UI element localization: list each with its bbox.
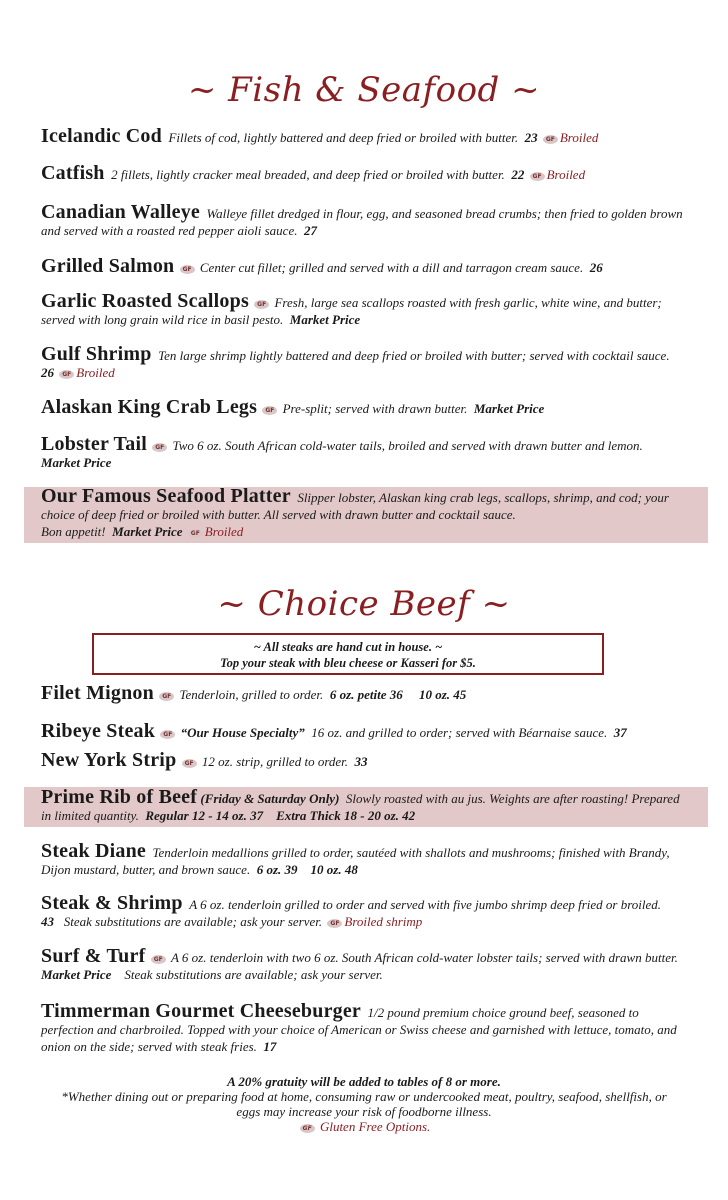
item-price: 22 (511, 167, 525, 182)
item-desc-closing: Bon appetit! (41, 524, 106, 539)
menu-item-lobster-tail (41, 433, 686, 471)
item-name: New York Strip (41, 749, 177, 771)
item-name: Filet Mignon (41, 682, 154, 704)
gluten-free-icon: GF (254, 300, 269, 309)
item-name: Alaskan King Crab Legs (41, 396, 258, 418)
item-tag: (Friday & Saturday Only) (200, 791, 340, 806)
menu-item-grilled-salmon (41, 255, 686, 277)
item-price: Market Price (41, 455, 112, 470)
item-name: Our Famous Seafood Platter (41, 485, 291, 507)
menu-item-gulf-shrimp (41, 343, 686, 381)
item-name: Ribeye Steak (41, 720, 156, 742)
item-option: 6 oz. petite 36 (329, 687, 403, 702)
item-desc: 12 oz. strip, grilled to order. (201, 754, 349, 769)
item-substitution: Steak substitutions are available; ask your server. (124, 967, 383, 982)
item-desc: 1/2 pound premium choice ground beef, seasoned to perfection and charbroiled. Topped with your choice of American or Swiss cheese and garnished with lettuce, tomato, and onion on the side; served with steak fries. (41, 1005, 677, 1054)
gluten-free-icon: GF (180, 265, 195, 274)
menu-item-canadian-walleye (41, 201, 686, 239)
menu-item-surf-and-turf (41, 945, 686, 983)
item-price: 26 (589, 260, 603, 275)
gluten-free-icon: GF (152, 443, 167, 452)
gf-legend: Gluten Free Options. (319, 1119, 431, 1134)
item-price: 17 (263, 1039, 277, 1054)
menu-footer (60, 1074, 668, 1134)
menu-item-new-york-strip (41, 749, 686, 771)
menu-item-filet-mignon (41, 682, 686, 704)
gf-note: Broiled (204, 524, 244, 539)
note-line: ~ All steaks are hand cut in house. ~ (253, 640, 443, 654)
item-desc: Slipper lobster, Alaskan king crab legs, scallops, shrimp, and cod; your choice of deep fried or broiled with butter. All served with drawn butter and cocktail sauce. (41, 490, 669, 522)
menu-item-steak-diane (41, 840, 686, 878)
gratuity-notice: A 20% gratuity will be added to tables of 8 or more. (227, 1074, 501, 1089)
menu-item-catfish (41, 162, 686, 184)
item-desc: Fresh, large sea scallops roasted with fresh garlic, white wine, and butter; served with long grain wild rice in basil pesto. (41, 295, 662, 327)
menu-item-steak-and-shrimp (41, 892, 686, 930)
item-name: Garlic Roasted Scallops (41, 290, 249, 312)
item-name: Timmerman Gourmet Cheeseburger (41, 1000, 362, 1022)
item-desc: Tenderloin medallions grilled to order, sautéed with shallots and mushrooms; finished with Brandy, Dijon mustard, butter, and brown sauce. (41, 845, 670, 877)
beef-section-title: ~ Choice Beef ~ (217, 584, 511, 624)
gluten-free-icon: GF (327, 919, 342, 928)
item-price: Market Price (41, 967, 112, 982)
menu-item-seafood-platter (41, 485, 686, 540)
gluten-free-icon: GF (530, 172, 545, 181)
item-desc: Walleye fillet dredged in flour, egg, and seasoned bread crumbs; then fried to golden brown and served with a roasted red pepper aioli sauce. (41, 206, 683, 238)
menu-item-ribeye-steak (41, 720, 686, 742)
item-substitution: Steak substitutions are available; ask your server. (63, 914, 323, 929)
item-option: 10 oz. 48 (310, 862, 358, 877)
item-desc: Fillets of cod, lightly battered and deep fried or broiled with butter. (168, 130, 519, 145)
item-desc: 2 fillets, lightly cracker meal breaded, and deep fried or broiled with butter. (111, 167, 505, 182)
gluten-free-icon: GF (59, 370, 74, 379)
item-name: Gulf Shrimp (41, 343, 152, 365)
item-desc: Center cut fillet; grilled and served with a dill and tarragon cream sauce. (199, 260, 584, 275)
note-line: Top your steak with bleu cheese or Kasseri for $5. (220, 656, 476, 670)
item-name: Prime Rib of Beef (41, 786, 198, 808)
item-desc: Pre-split; served with drawn butter. (282, 401, 468, 416)
item-price: 43 (41, 914, 54, 929)
item-price: 26 (41, 365, 54, 380)
menu-item-gourmet-cheeseburger (41, 1000, 686, 1055)
item-price: Market Price (289, 312, 361, 327)
item-price: 27 (303, 223, 317, 238)
menu-item-garlic-roasted-scallops (41, 290, 686, 328)
menu-item-icelandic-cod (41, 125, 686, 147)
item-name: Canadian Walleye (41, 201, 200, 223)
gluten-free-icon: GF (262, 406, 277, 415)
item-desc: A 6 oz. tenderloin grilled to order and served with five jumbo shrimp deep fried or broiled. (189, 897, 662, 912)
item-name: Surf & Turf (41, 945, 146, 967)
item-desc: A 6 oz. tenderloin with two 6 oz. South African cold-water lobster tails; served with drawn butter. (170, 950, 678, 965)
item-price: 33 (354, 754, 368, 769)
steak-note-box (92, 633, 604, 675)
gf-note: Broiled (559, 130, 599, 145)
item-desc: Slowly roasted with au jus. Weights are after roasting! Prepared in limited quantity. (41, 791, 680, 823)
gf-note: Broiled (546, 167, 586, 182)
item-option: Regular 12 - 14 oz. 37 (145, 808, 264, 823)
menu-item-prime-rib (41, 786, 686, 824)
item-name: Steak & Shrimp (41, 892, 183, 914)
item-name: Lobster Tail (41, 433, 147, 455)
gluten-free-icon: GF (151, 955, 166, 964)
item-name: Steak Diane (41, 840, 146, 862)
item-price: Market Price (112, 524, 183, 539)
item-desc: 16 oz. and grilled to order; served with Béarnaise sauce. (311, 725, 608, 740)
item-name: Catfish (41, 162, 105, 184)
menu-item-alaskan-king-crab-legs (41, 396, 686, 418)
gluten-free-icon: GF (543, 135, 558, 144)
gluten-free-icon: GF (188, 529, 203, 538)
item-option: 10 oz. 45 (419, 687, 467, 702)
item-option: 6 oz. 39 (256, 862, 298, 877)
food-safety-warning: *Whether dining out or preparing food at home, consuming raw or undercooked meat, poultry, seafood, shellfish, or eggs may increase your risk of foodborne illness. (61, 1089, 667, 1119)
item-price: 23 (524, 130, 538, 145)
seafood-section-title: ~ Fish & Seafood ~ (187, 70, 541, 110)
gluten-free-icon: GF (159, 692, 174, 701)
item-option: Extra Thick 18 - 20 oz. 42 (276, 808, 416, 823)
item-desc: Tenderloin, grilled to order. (179, 687, 324, 702)
item-name: Icelandic Cod (41, 125, 162, 147)
gluten-free-icon: GF (160, 730, 175, 739)
item-tag: “Our House Specialty” (180, 725, 305, 740)
gf-note: Broiled (76, 365, 115, 380)
item-price: 37 (613, 725, 627, 740)
item-desc: Two 6 oz. South African cold-water tails, broiled and served with drawn butter and lemon. (172, 438, 643, 453)
gluten-free-icon: GF (182, 759, 197, 768)
gf-note: Broiled shrimp (344, 914, 423, 929)
item-name: Grilled Salmon (41, 255, 175, 277)
item-desc: Ten large shrimp lightly battered and deep fried or broiled with butter; served with cocktail sauce. (158, 348, 670, 363)
gluten-free-icon: GF (300, 1124, 315, 1133)
item-price: Market Price (473, 401, 545, 416)
